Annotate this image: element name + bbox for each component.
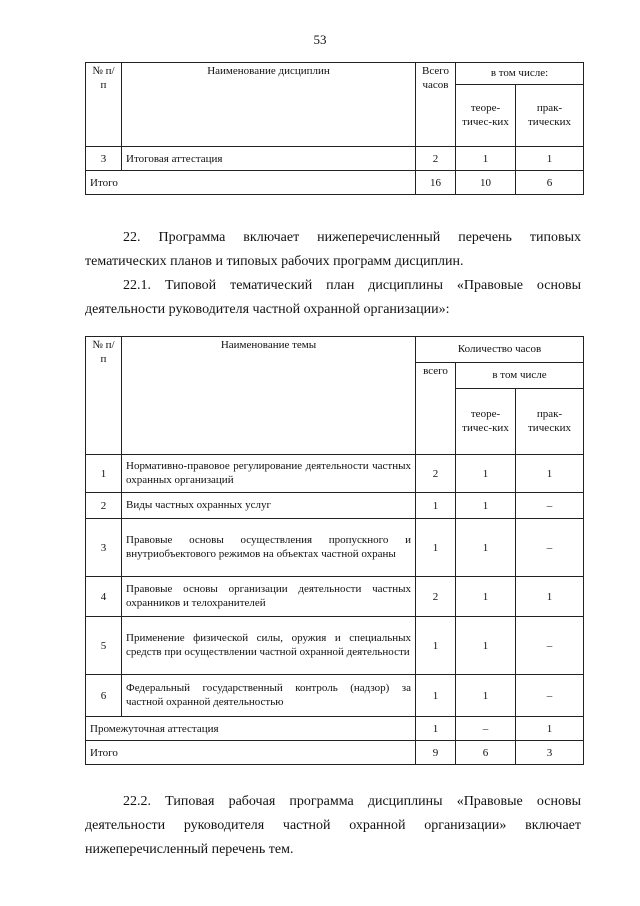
paragraph-22-2: 22.2. Типовая рабочая программа дисциплины «Правовые основы деятельности руководителя частной охранной организации» включает нижеперечисленный перечень тем.: [85, 794, 581, 857]
row-topic: Федеральный государственный контроль (надзор) за частной охранной деятельностью: [122, 675, 416, 717]
header-total-hours: Всего часов: [416, 63, 456, 147]
header-all: всего: [416, 363, 456, 455]
row-topic: Применение физической силы, оружия и специальных средств при осуществлении частной охранной деятельности: [122, 617, 416, 675]
row-practical: 1: [516, 455, 584, 493]
total-row: [86, 171, 584, 195]
row-practical: –: [516, 675, 584, 717]
header-theoretical: теоре-тичес-ких: [456, 85, 516, 147]
header-including: в том числе: [456, 363, 584, 389]
intermediate-total: 1: [416, 717, 456, 741]
total-theoretical: 10: [456, 171, 516, 195]
row-total: 1: [416, 675, 456, 717]
row-num: 3: [86, 147, 122, 171]
intermediate-row: [86, 717, 584, 741]
row-practical: –: [516, 617, 584, 675]
row-num: 3: [86, 519, 122, 577]
disciplines-table: [85, 62, 584, 195]
header-practical: прак-тических: [516, 389, 584, 455]
table-row: [86, 519, 584, 577]
table-row: [86, 493, 584, 519]
topics-table: [85, 336, 584, 765]
paragraph-22-1: 22.1. Типовой тематический план дисциплины «Правовые основы деятельности руководителя частной охранной организации»:: [85, 278, 581, 317]
intermediate-theoretical: –: [456, 717, 516, 741]
total-practical: 3: [516, 741, 584, 765]
row-num: 6: [86, 675, 122, 717]
row-practical: 1: [516, 577, 584, 617]
row-name: Итоговая аттестация: [122, 147, 416, 171]
row-total: 1: [416, 519, 456, 577]
page-number: 53: [313, 32, 327, 47]
header-topic-name: Наименование темы: [122, 337, 416, 455]
total-theoretical: 6: [456, 741, 516, 765]
row-topic: Нормативно-правовое регулирование деятельности частных охранных организаций: [122, 455, 416, 493]
header-hours-count: Количество часов: [416, 337, 584, 363]
row-total: 2: [416, 577, 456, 617]
row-practical: –: [516, 519, 584, 577]
table-row: [86, 147, 584, 171]
row-total: 1: [416, 617, 456, 675]
row-theoretical: 1: [456, 519, 516, 577]
row-total: 1: [416, 493, 456, 519]
header-theoretical: теоре-тичес-ких: [456, 389, 516, 455]
paragraph-22: 22. Программа включает нижеперечисленный перечень типовых тематических планов и типовых рабочих программ дисциплин.: [85, 230, 581, 269]
total-hours: 16: [416, 171, 456, 195]
row-theoretical: 1: [456, 147, 516, 171]
row-num: 4: [86, 577, 122, 617]
row-num: 1: [86, 455, 122, 493]
row-theoretical: 1: [456, 493, 516, 519]
total-label: Итого: [86, 741, 416, 765]
total-hours: 9: [416, 741, 456, 765]
header-discipline-name: Наименование дисциплин: [122, 63, 416, 147]
row-num: 5: [86, 617, 122, 675]
row-topic: Правовые основы осуществления пропускного и внутриобъектового режимов на объектах частной охраны: [122, 519, 416, 577]
row-total: 2: [416, 147, 456, 171]
row-total: 2: [416, 455, 456, 493]
table-row: [86, 455, 584, 493]
total-label: Итого: [86, 171, 416, 195]
header-including: в том числе:: [456, 63, 584, 85]
row-topic: Виды частных охранных услуг: [122, 493, 416, 519]
header-practical: прак-тических: [516, 85, 584, 147]
row-theoretical: 1: [456, 577, 516, 617]
total-practical: 6: [516, 171, 584, 195]
row-practical: 1: [516, 147, 584, 171]
table-row: [86, 675, 584, 717]
table-row: [86, 577, 584, 617]
table-row: [86, 617, 584, 675]
row-num: 2: [86, 493, 122, 519]
header-num: № п/п: [86, 63, 122, 147]
total-row: [86, 741, 584, 765]
row-topic: Правовые основы организации деятельности частных охранников и телохранителей: [122, 577, 416, 617]
intermediate-label: Промежуточная аттестация: [86, 717, 416, 741]
row-practical: –: [516, 493, 584, 519]
intermediate-practical: 1: [516, 717, 584, 741]
row-theoretical: 1: [456, 455, 516, 493]
header-num: № п/п: [86, 337, 122, 455]
row-theoretical: 1: [456, 675, 516, 717]
row-theoretical: 1: [456, 617, 516, 675]
